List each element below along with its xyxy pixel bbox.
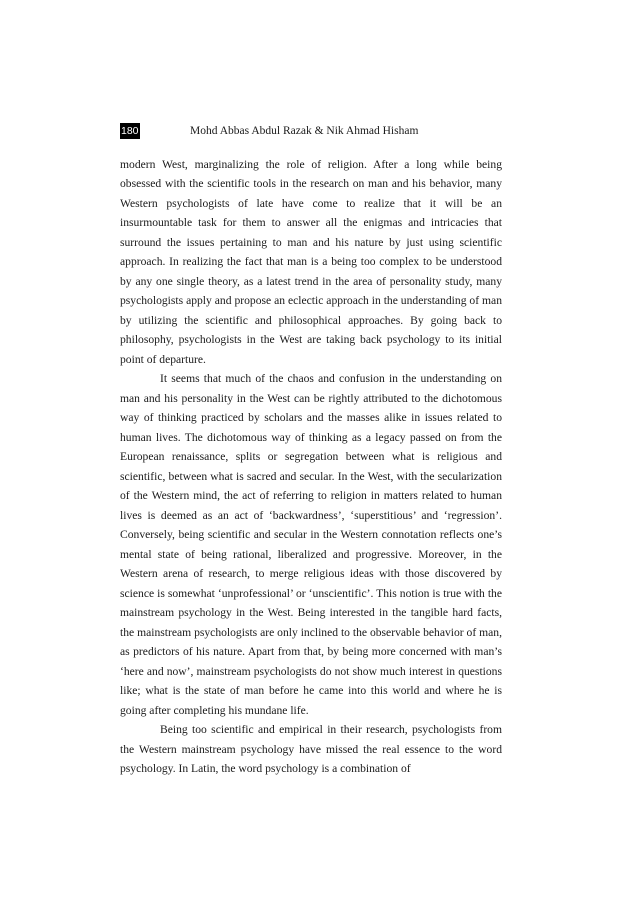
- body-text: [120, 155, 502, 779]
- paragraph: It seems that much of the chaos and confusion in the understanding on man and his personality in the West can be rightly attributed to the dichotomous way of thinking practiced by scholars and the masses alike in issues related to human lives. The dichotomous way of thinking as a legacy passed on from the European renaissance, splits or segregation between what is religious and scientific, between what is sacred and secular. In the West, with the secularization of the Western mind, the act of referring to religion in matters related to human lives is deemed as an act of ‘backwardness’, ‘superstitious’ and ‘regression’. Conversely, being scientific and secular in the Western connotation reflects one’s mental state of being rational, liberalized and progressive. Moreover, in the Western arena of research, to merge religious ideas with those discovered by science is somewhat ‘unprofessional’ or ‘unscientific’. This notion is true with the mainstream psychology in the West. Being interested in the tangible hard facts, the mainstream psychologists are only inclined to the observable behavior of man, as predictors of his nature. Apart from that, by being more concerned with man’s ‘here and now’, mainstream psychologists do not show much interest in questions like; what is the state of man before he came into this world and where he is going after completing his mundane life.: [120, 372, 502, 717]
- book-page: [120, 0, 502, 903]
- page-number: 180: [121, 125, 139, 137]
- paragraph: Being too scientific and empirical in their research, psychologists from the Western mainstream psychology have missed the real essence to the word psychology. In Latin, the word psychology is a combination of: [120, 723, 502, 776]
- running-title: Mohd Abbas Abdul Razak & Nik Ahmad Hisham: [190, 125, 419, 137]
- paragraph: modern West, marginalizing the role of religion. After a long while being obsessed with the scientific tools in the research on man and his behavior, many Western psychologists of late have come to realize that it will be an insurmountable task for them to answer all the enigmas and intricacies that surround the issues pertaining to man and his nature by just using scientific approach. In realizing the fact that man is a being too complex to be understood by any one single theory, as a latest trend in the area of personality study, many psychologists apply and propose an eclectic approach in the understanding of man by utilizing the scientific and philosophical approaches. By going back to philosophy, psychologists in the West are taking back psychology to its initial point of departure.: [120, 158, 502, 366]
- running-head: [120, 123, 502, 139]
